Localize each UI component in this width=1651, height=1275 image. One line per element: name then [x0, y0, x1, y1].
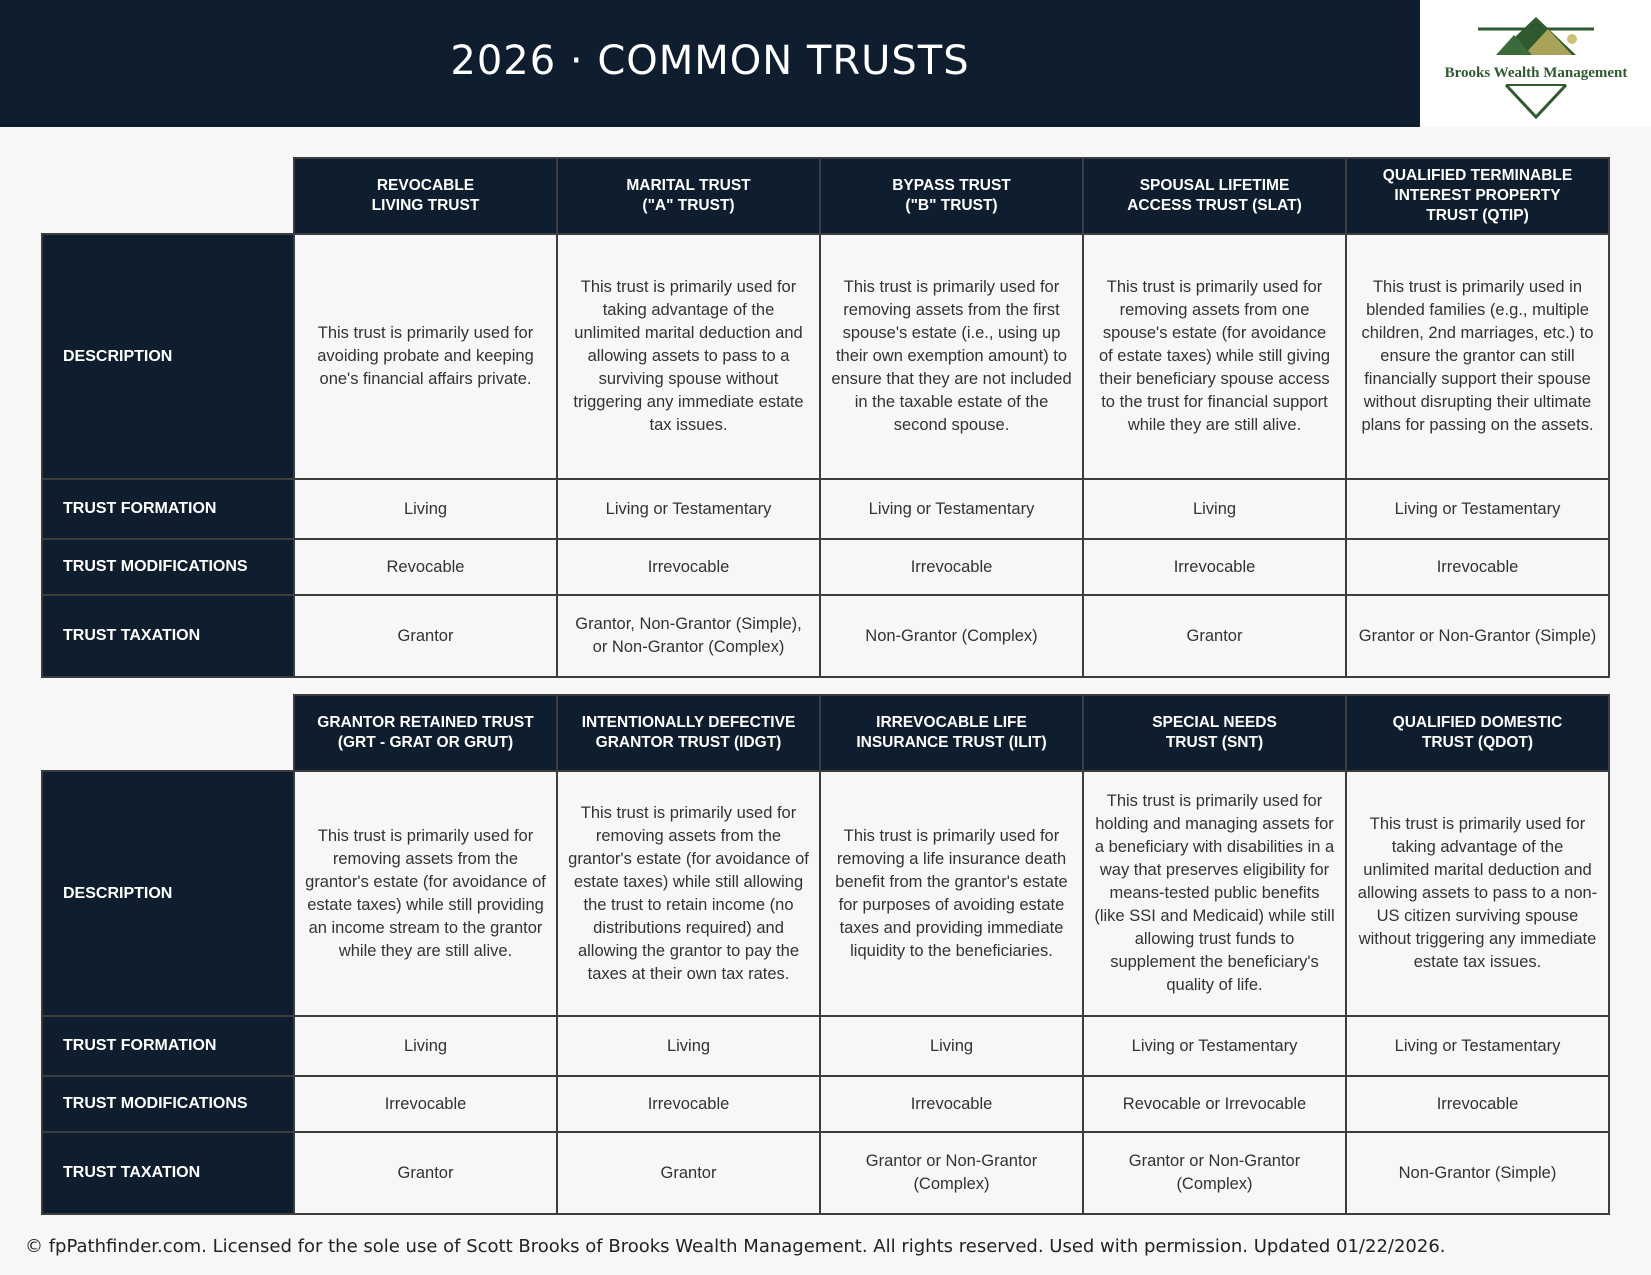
column-header-qtip: QUALIFIED TERMINABLE INTEREST PROPERTY TRUST (QTIP) [1346, 158, 1609, 234]
description-cell: This trust is primarily used for removing assets from the grantor's estate (for avoidance of estate taxes) while still providing an income stream to the grantor while they are still alive. [294, 771, 557, 1016]
formation-cell: Living [294, 1016, 557, 1076]
table-row [42, 1076, 1609, 1132]
row-label-description: DESCRIPTION [42, 234, 294, 479]
row-label-taxation: TRUST TAXATION [42, 595, 294, 677]
trusts-table-2 [41, 694, 1610, 1215]
modifications-cell: Irrevocable [1083, 539, 1346, 595]
table-row [42, 479, 1609, 539]
table-row [42, 1016, 1609, 1076]
taxation-cell: Non-Grantor (Complex) [820, 595, 1083, 677]
brand-logo [1420, 0, 1651, 127]
description-cell: This trust is primarily used for removing assets from the grantor's estate (for avoidance of estate taxes) while still allowing the trust to retain income (no distributions required) and allowing the grantor to pay the taxes at their own tax rates. [557, 771, 820, 1016]
modifications-cell: Irrevocable [557, 1076, 820, 1132]
table-row [42, 539, 1609, 595]
column-header-revocable-living-trust: REVOCABLE LIVING TRUST [294, 158, 557, 234]
modifications-cell: Irrevocable [820, 539, 1083, 595]
modifications-cell: Irrevocable [557, 539, 820, 595]
row-label-modifications: TRUST MODIFICATIONS [42, 1076, 294, 1132]
taxation-cell: Grantor or Non-Grantor (Complex) [820, 1132, 1083, 1214]
table-corner [42, 158, 294, 234]
table-corner [42, 695, 294, 771]
taxation-cell: Grantor [294, 595, 557, 677]
formation-cell: Living or Testamentary [1346, 479, 1609, 539]
formation-cell: Living [294, 479, 557, 539]
taxation-cell: Grantor or Non-Grantor (Simple) [1346, 595, 1609, 677]
description-cell: This trust is primarily used for taking advantage of the unlimited marital deduction and allowing assets to pass to a surviving spouse without triggering any immediate estate tax issues. [557, 234, 820, 479]
copyright-footer: © fpPathfinder.com. Licensed for the sole use of Scott Brooks of Brooks Wealth Management. All rights reserved. Used with permission. Updated 01/22/2026. [25, 1236, 1446, 1257]
logo-text: Brooks Wealth Management [1444, 64, 1627, 81]
modifications-cell: Irrevocable [1346, 1076, 1609, 1132]
table-row [42, 234, 1609, 479]
column-header-snt: SPECIAL NEEDS TRUST (SNT) [1083, 695, 1346, 771]
taxation-cell: Grantor [1083, 595, 1346, 677]
column-header-ilit: IRREVOCABLE LIFE INSURANCE TRUST (ILIT) [820, 695, 1083, 771]
modifications-cell: Revocable [294, 539, 557, 595]
taxation-cell: Grantor [557, 1132, 820, 1214]
row-label-formation: TRUST FORMATION [42, 479, 294, 539]
taxation-cell: Grantor [294, 1132, 557, 1214]
description-cell: This trust is primarily used for taking advantage of the unlimited marital deduction and allowing assets to pass to a non-US citizen surviving spouse without triggering any immediate estate tax issues. [1346, 771, 1609, 1016]
row-label-taxation: TRUST TAXATION [42, 1132, 294, 1214]
header-bar [0, 0, 1420, 127]
table-row [42, 771, 1609, 1016]
modifications-cell: Irrevocable [294, 1076, 557, 1132]
taxation-cell: Grantor, Non-Grantor (Simple), or Non-Grantor (Complex) [557, 595, 820, 677]
row-label-description: DESCRIPTION [42, 771, 294, 1016]
table-row [42, 595, 1609, 677]
column-header-qdot: QUALIFIED DOMESTIC TRUST (QDOT) [1346, 695, 1609, 771]
column-header-marital-trust: MARITAL TRUST ("A" TRUST) [557, 158, 820, 234]
column-header-slat: SPOUSAL LIFETIME ACCESS TRUST (SLAT) [1083, 158, 1346, 234]
row-label-modifications: TRUST MODIFICATIONS [42, 539, 294, 595]
trusts-table-1 [41, 157, 1610, 678]
page-title: 2026 · COMMON TRUSTS [450, 37, 970, 84]
column-header-bypass-trust: BYPASS TRUST ("B" TRUST) [820, 158, 1083, 234]
description-cell: This trust is primarily used for removing assets from the first spouse's estate (i.e., using up their own exemption amount) to ensure that they are not included in the taxable estate of the second spouse. [820, 234, 1083, 479]
taxation-cell: Grantor or Non-Grantor (Complex) [1083, 1132, 1346, 1214]
taxation-cell: Non-Grantor (Simple) [1346, 1132, 1609, 1214]
modifications-cell: Irrevocable [1346, 539, 1609, 595]
description-cell: This trust is primarily used for removing assets from one spouse's estate (for avoidance of estate taxes) while still giving their beneficiary spouse access to the trust for financial support while they are still alive. [1083, 234, 1346, 479]
description-cell: This trust is primarily used in blended families (e.g., multiple children, 2nd marriages, etc.) to ensure the grantor can still financially support their spouse without disrupting their ultimate plans for passing on the assets. [1346, 234, 1609, 479]
formation-cell: Living [820, 1016, 1083, 1076]
description-cell: This trust is primarily used for avoiding probate and keeping one's financial affairs private. [294, 234, 557, 479]
formation-cell: Living or Testamentary [820, 479, 1083, 539]
formation-cell: Living or Testamentary [1346, 1016, 1609, 1076]
formation-cell: Living [557, 1016, 820, 1076]
description-cell: This trust is primarily used for removing a life insurance death benefit from the grantor's estate for purposes of avoiding estate taxes and providing immediate liquidity to the beneficiaries. [820, 771, 1083, 1016]
formation-cell: Living [1083, 479, 1346, 539]
formation-cell: Living or Testamentary [1083, 1016, 1346, 1076]
table-row [42, 1132, 1609, 1214]
column-header-idgt: INTENTIONALLY DEFECTIVE GRANTOR TRUST (IDGT) [557, 695, 820, 771]
description-cell: This trust is primarily used for holding and managing assets for a beneficiary with disabilities in a way that preserves eligibility for means-tested public benefits (like SSI and Medicaid) while still allowing trust funds to supplement the beneficiary's quality of life. [1083, 771, 1346, 1016]
formation-cell: Living or Testamentary [557, 479, 820, 539]
modifications-cell: Irrevocable [820, 1076, 1083, 1132]
row-label-formation: TRUST FORMATION [42, 1016, 294, 1076]
column-header-grt: GRANTOR RETAINED TRUST (GRT - GRAT OR GRUT) [294, 695, 557, 771]
modifications-cell: Revocable or Irrevocable [1083, 1076, 1346, 1132]
table-header-row [42, 695, 1609, 771]
table-header-row [42, 158, 1609, 234]
mountain-logo-icon [1436, 5, 1636, 123]
